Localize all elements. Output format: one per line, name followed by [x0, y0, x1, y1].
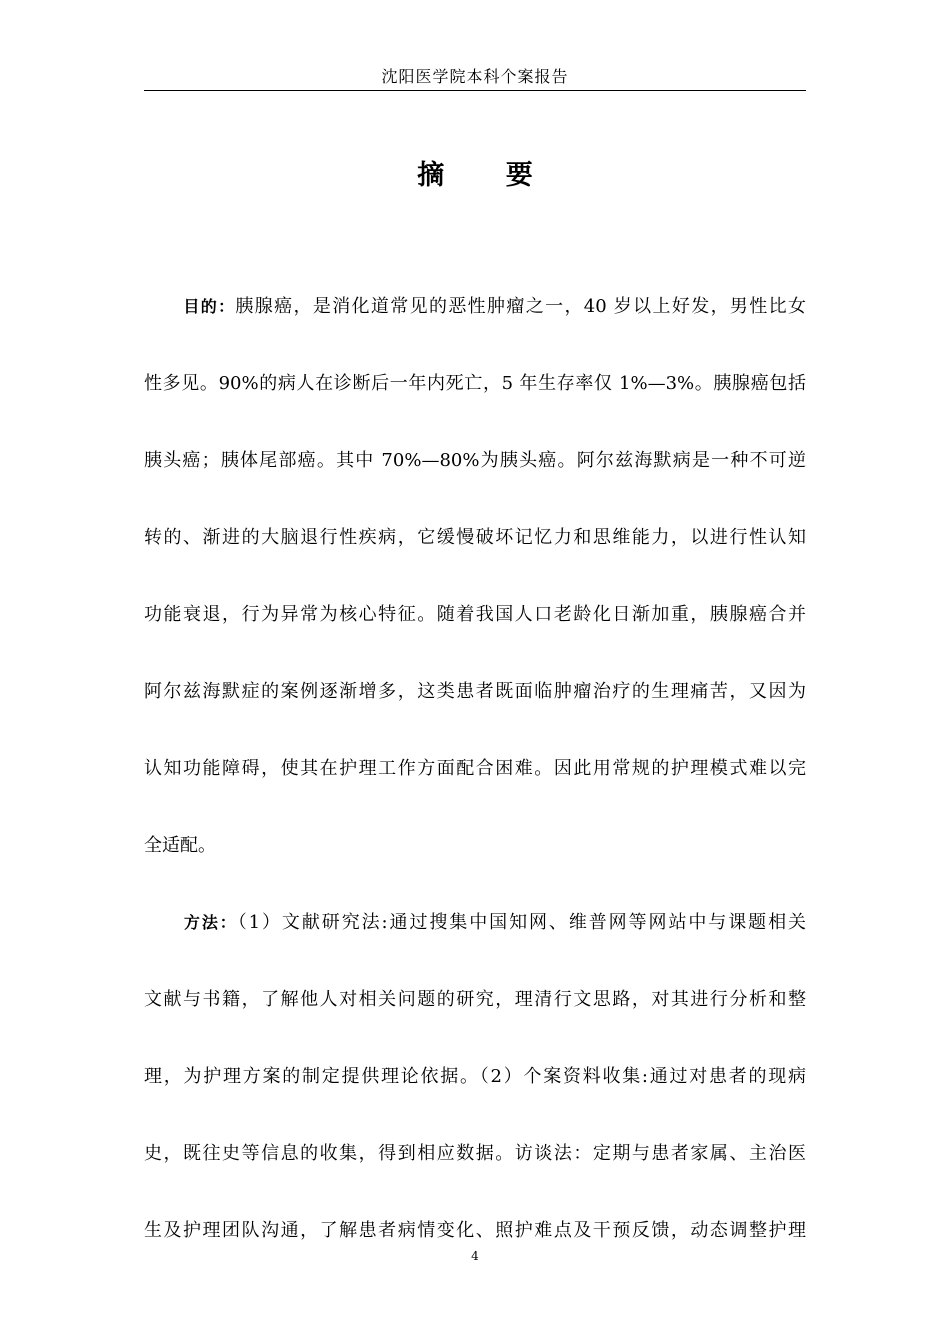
- running-header: 沈阳医学院本科个案报告: [144, 64, 806, 91]
- objective-label: 目的：: [182, 297, 236, 316]
- objective-line: 转的、渐进的大脑退行性疾病，它缓慢破坏记忆力和思维能力，以进行性认知: [144, 527, 806, 548]
- objective-line: 胰头癌；胰体尾部癌。其中 70%—80%为胰头癌。阿尔兹海默病是一种不可逆: [144, 450, 806, 471]
- methods-line: 理，为护理方案的制定提供理论依据。（2）个案资料收集:通过对患者的现病: [144, 1066, 806, 1087]
- objective-line: 功能衰退，行为异常为核心特征。随着我国人口老龄化日渐加重，胰腺癌合并: [144, 604, 806, 625]
- abstract-body: [144, 286, 806, 1287]
- methods-label: 方法：: [182, 913, 238, 932]
- methods-line: 史，既往史等信息的收集，得到相应数据。访谈法：定期与患者家属、主治医: [144, 1143, 806, 1164]
- objective-line: 目的：胰腺癌，是消化道常见的恶性肿瘤之一，40 岁以上好发，男性比女: [182, 296, 806, 317]
- objective-line: 全适配。: [144, 835, 216, 856]
- section-title: 摘 要: [417, 160, 559, 191]
- methods-line: 文献与书籍，了解他人对相关问题的研究，理清行文思路，对其进行分析和整: [144, 989, 806, 1010]
- objective-paragraph: [144, 286, 806, 902]
- objective-line: 性多见。90%的病人在诊断后一年内死亡，5 年生存率仅 1%—3%。胰腺癌包括: [144, 373, 806, 394]
- methods-line: 生及护理团队沟通，了解患者病情变化、照护难点及干预反馈，动态调整护理: [144, 1220, 806, 1241]
- objective-line: 阿尔兹海默症的案例逐渐增多，这类患者既面临肿瘤治疗的生理痛苦，又因为: [144, 681, 806, 702]
- objective-line: 认知功能障碍，使其在护理工作方面配合困难。因此用常规的护理模式难以完: [144, 758, 806, 779]
- methods-paragraph: [144, 902, 806, 1287]
- methods-line: 方法：（1）文献研究法:通过搜集中国知网、维普网等网站中与课题相关: [182, 912, 806, 933]
- page-number: 4: [471, 1249, 479, 1263]
